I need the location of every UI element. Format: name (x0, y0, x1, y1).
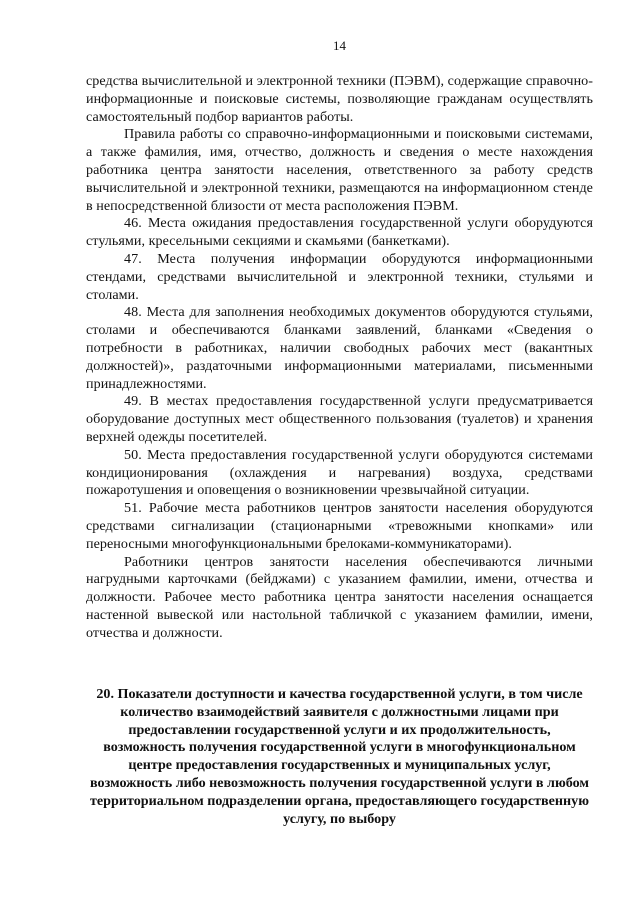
section-heading-20: 20. Показатели доступности и качества государственной услуги, в том числе количество взаимодействий заявителя с должностными лицами при предоставлении государственной услуги и их продолжительность, возможность получения государственной услуги в многофункциональном центре предоставления государственных и муниципальных услуг, возможность либо невозможность получения государственной услуги в любом территориальном подразделении органа, предоставляющего государственную услугу, по выбору (90, 686, 589, 827)
paragraph-continuation: средства вычислительной и электронной техники (ПЭВМ), содержащие справочно-информационные и поисковые системы, позволяющие гражданам осуществлять самостоятельный подбор вариантов работы. (86, 73, 593, 125)
paragraph-pevm-rules: Правила работы со справочно-информационными и поисковыми системами, а также фамилия, имя, отчество, должность и сведения о месте нахождения работника центра занятости населения, ответственного за работу средств вычислительной и электронной техники, размещаются на информационном стенде в непосредственной близости от места расположения ПЭВМ. (86, 126, 593, 214)
paragraph-51: 51. Рабочие места работников центров занятости населения оборудуются средствами сигнализации (стационарными «тревожными кнопками» или переносными многофункциональными брелоками-коммуникаторами). (86, 500, 593, 552)
paragraph-50: 50. Места предоставления государственной услуги оборудуются системами кондиционирования (охлаждения и нагревания) воздуха, средствами пожаротушения и оповещения о возникновении чрезвычайной ситуации. (86, 446, 593, 499)
paragraph-48: 48. Места для заполнения необходимых документов оборудуются стульями, столами и обеспечиваются бланками заявлений, бланками «Сведения о потребности в работниках, наличии свободных рабочих мест (вакантных должностей)», раздаточными информационными материалами, письменными принадлежностями. (86, 304, 593, 392)
document-page (86, 0, 593, 905)
paragraph-badges: Работники центров занятости населения обеспечиваются личными нагрудными карточками (бейджами) с указанием фамилии, имени, отчества и должности. Рабочее место работника центра занятости населения оснащается настенной вывеской или настольной табличкой с указанием фамилии, имени, отчества и должности. (86, 553, 593, 641)
paragraph-46: 46. Места ожидания предоставления государственной услуги оборудуются стульями, кресельными секциями и скамьями (банкетками). (86, 215, 593, 250)
document-body (86, 73, 593, 643)
page-number: 14 (333, 38, 346, 53)
paragraph-49: 49. В местах предоставления государственной услуги предусматривается оборудование доступных мест общественного пользования (туалетов) и хранения верхней одежды посетителей. (86, 393, 593, 445)
paragraph-47: 47. Места получения информации оборудуются информационными стендами, средствами вычислительной и электронной техники, стульями и столами. (86, 250, 593, 303)
